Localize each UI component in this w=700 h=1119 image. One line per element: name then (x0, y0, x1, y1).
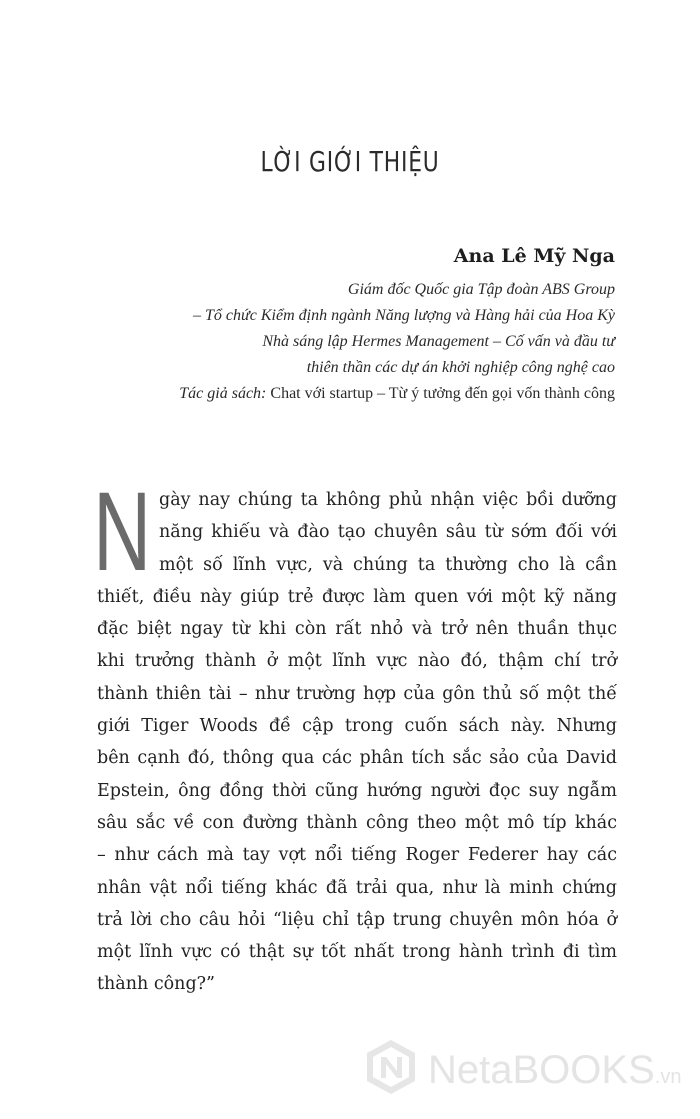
paragraph-line: thành công?” (97, 974, 215, 995)
author-block (55, 245, 615, 407)
author-credit-line: thiên thần các dự án khởi nghiệp công nghệ cao (306, 359, 615, 376)
paragraph-line: bên cạnh đó, thông qua các phân tích sắc sảo của David (97, 748, 617, 769)
netabooks-watermark (362, 1038, 692, 1098)
paragraph-line: gày nay chúng ta không phủ nhận việc bồi dưỡng (159, 490, 617, 510)
paragraph-line: trả lời cho câu hỏi “liệu chỉ tập trung chuyên môn hóa ở (97, 909, 617, 930)
book-title: Chat với startup – Từ ý tưởng đến gọi vốn thành công (270, 385, 615, 402)
paragraph-line: – như cách mà tay vợt nổi tiếng Roger Federer hay các (97, 845, 617, 866)
watermark-text: NetaBOOKS.vn (428, 1048, 682, 1092)
author-credit-line: Giám đốc Quốc gia Tập đoàn ABS Group (347, 281, 615, 298)
paragraph-line: một số lĩnh vực, và chúng ta thường cho là cần (159, 554, 617, 575)
intro-paragraph (93, 469, 617, 1001)
netabooks-logo-icon (362, 1038, 420, 1096)
drop-cap: N (93, 469, 152, 594)
paragraph-line: năng khiếu và đào tạo chuyên sâu từ sớm đối với (159, 522, 617, 543)
paragraph-line: Epstein, ông đồng thời cũng hướng người đọc suy ngẫm (97, 780, 617, 801)
paragraph-line: khi trưởng thành ở một lĩnh vực nào đó, thậm chí trở (97, 651, 617, 672)
paragraph-line: đặc biệt ngay từ khi còn rất nhỏ và trở nên thuần thục (97, 619, 617, 640)
paragraph-line: thành thiên tài – như trường hợp của gôn thủ số một thế (97, 683, 617, 704)
author-book-line (55, 381, 615, 407)
paragraph-line: sâu sắc về con đường thành công theo một mô típ khác (97, 812, 617, 833)
author-name: Ana Lê Mỹ Nga (453, 245, 615, 267)
paragraph-line: thiết, điều này giúp trẻ được làm quen với một kỹ năng (97, 586, 617, 607)
author-credit-line: Nhà sáng lập Hermes Management – Cố vấn và đầu tư (262, 333, 615, 350)
paragraph-line: một lĩnh vực có thật sự tốt nhất trong hành trình đi tìm (97, 942, 617, 963)
paragraph-line: nhân vật nổi tiếng khác đã trải qua, như là minh chứng (97, 877, 617, 898)
author-credit-line: – Tổ chức Kiểm định ngành Năng lượng và Hàng hải của Hoa Kỳ (193, 307, 615, 324)
paragraph-line: giới Tiger Woods đề cập trong cuốn sách này. Nhưng (97, 716, 617, 737)
page-title: LỜI GIỚI THIỆU (260, 145, 440, 178)
book-label: Tác giả sách: (179, 385, 267, 402)
